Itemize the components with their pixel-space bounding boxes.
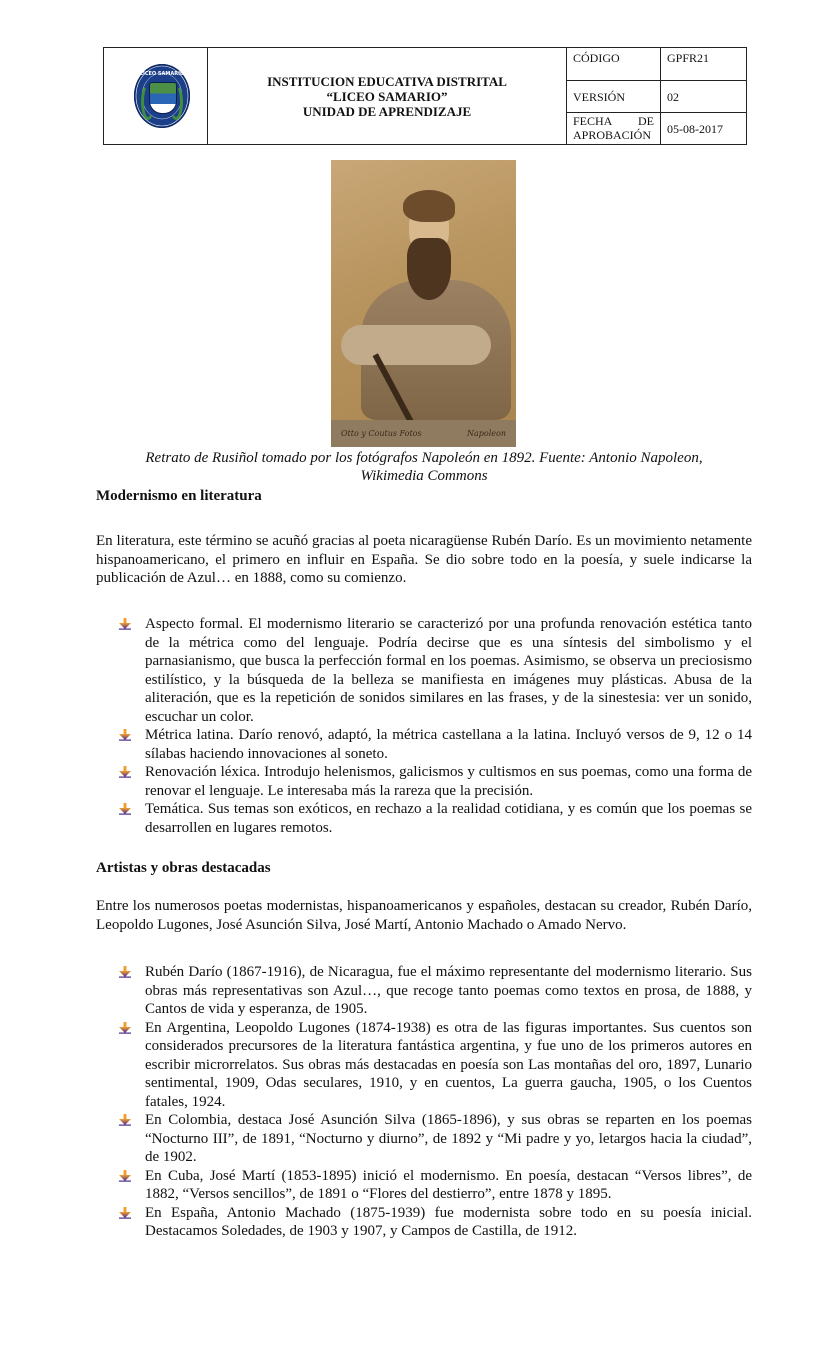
arrow-down-bullet-icon: [119, 618, 131, 630]
arrow-down-bullet-icon: [119, 1022, 131, 1034]
svg-text:LICEO SAMARIO: LICEO SAMARIO: [139, 71, 185, 77]
approval-label-word-2: DE: [638, 113, 654, 128]
list-item: [118, 1204, 752, 1241]
section1-list: [118, 615, 752, 837]
title-line-1: INSTITUCION EDUCATIVA DISTRITAL: [267, 73, 507, 89]
arrow-down-bullet-icon: [119, 966, 131, 978]
list-item-text: Rubén Darío (1867-1916), de Nicaragua, fue el máximo representante del modernismo literario. Sus obras más representativas son Azul…, que recoge tanto poemas como textos en prosa, de 1888, y Cantos de vida y esperanza, de 1905.: [145, 964, 752, 1017]
list-item-text: En Cuba, José Martí (1853-1895) inició el modernismo. En poesía, destacan “Versos libres”, de 1882, “Versos sencillos”, de 1891 o “Flores del destierro”, entre 1878 y 1895.: [145, 1167, 752, 1202]
list-item-text: En España, Antonio Machado (1875-1939) fue modernista sobre todo en su poesía inicial. Destacamos Soledades, de 1903 y 1907, y Campos de Castilla, de 1912.: [145, 1204, 752, 1239]
title-line-2: “LICEO SAMARIO”: [326, 88, 448, 104]
photo-figure-beard: [407, 238, 451, 300]
arrow-down-bullet-icon: [119, 1170, 131, 1182]
photo-studio-stamp: [331, 420, 516, 447]
arrow-down-bullet-icon: [119, 803, 131, 815]
code-label: CÓDIGO: [567, 48, 661, 81]
photo-figure-hair: [403, 190, 455, 222]
institution-title: [208, 48, 567, 144]
list-item-text: Temática. Sus temas son exóticos, en rechazo a la realidad cotidiana, y es común que los poemas se desarrollen en lugares remotos.: [145, 801, 752, 836]
logo-cell: [104, 48, 208, 144]
caption-line-1: Retrato de Rusiñol tomado por los fotógrafos Napoleón en 1892. Fuente: Antonio Napoleon,: [145, 450, 703, 466]
version-value: 02: [661, 81, 746, 113]
photo-stamp-right: Napoleon: [467, 429, 506, 438]
photo-stamp-left: Otto y Coutus Fotos: [341, 429, 422, 438]
arrow-down-bullet-icon: [119, 1114, 131, 1126]
title-line-3: UNIDAD DE APRENDIZAJE: [302, 103, 472, 119]
caption-line-2: Wikimedia Commons: [360, 468, 488, 484]
school-logo-icon: [134, 64, 190, 128]
list-item-text: Métrica latina. Darío renovó, adaptó, la métrica castellana a la latina. Incluyó versos de 9, 12 o 14 sílabas haciendo innovaciones al soneto.: [145, 727, 752, 762]
list-item: [118, 1019, 752, 1112]
list-item: [118, 615, 752, 726]
section1-intro: En literatura, este término se acuñó gracias al poeta nicaragüense Rubén Darío. Es un movimiento netamente hispanoamericano, el primero en influir en España. Se dio sobre todo en la poesía, y suele indicarse la publicación de Azul… en 1888, como su comienzo.: [96, 533, 752, 586]
shield-icon: [149, 82, 177, 114]
list-item: [118, 726, 752, 763]
list-item: [118, 1111, 752, 1167]
list-item: [118, 1167, 752, 1204]
approval-date-value: 05-08-2017: [667, 121, 723, 136]
list-item: [118, 963, 752, 1019]
section2-intro: Entre los numerosos poetas modernistas, hispanoamericanos y españoles, destacan su creador, Rubén Darío, Leopoldo Lugones, José Asunción Silva, José Martí, Antonio Machado o Amado Nervo.: [96, 898, 752, 933]
approval-date-label: [567, 113, 661, 144]
arrow-down-bullet-icon: [119, 766, 131, 778]
approval-label-word-3: APROBACIÓN: [573, 127, 652, 142]
list-item-text: Renovación léxica. Introdujo helenismos, galicismos y cultismos en sus poemas, como una forma de renovar el lenguaje. Le interesaba más la rareza que la precisión.: [145, 764, 752, 799]
arrow-down-bullet-icon: [119, 729, 131, 741]
photo-figure-arms: [341, 325, 491, 365]
arrow-down-bullet-icon: [119, 1207, 131, 1219]
section-heading-artistas: Artistas y obras destacadas: [96, 860, 271, 876]
section2-list: [118, 963, 752, 1241]
approval-label-word-1: FECHA: [573, 113, 613, 128]
figure-caption: [96, 449, 752, 485]
code-value: GPFR21: [661, 48, 746, 81]
list-item: [118, 763, 752, 800]
document-header-table: [103, 47, 747, 145]
list-item-text: En Colombia, destaca José Asunción Silva (1865-1896), y sus obras se reparten en los poemas “Nocturno III”, de 1891, “Nocturno y diurno”, de 1892 y “Mi padre y yo, letargos hacia la ciudad”, de 1902.: [145, 1112, 752, 1165]
section-heading-modernismo: Modernismo en literatura: [96, 488, 262, 504]
portrait-photo: [331, 160, 516, 447]
version-label: VERSIÓN: [567, 81, 661, 113]
list-item: [118, 800, 752, 837]
list-item-text: En Argentina, Leopoldo Lugones (1874-1938) es otra de las figuras importantes. Sus cuentos son considerados precursores de la literatura fantástica argentina, y fue uno de los primeros autores en escribir microrrelatos. Sus obras más destacadas en poesía son Las montañas del oro, 1897, Lunario sentimental, 1909, Odas seculares, 1910, y en cuentos, La guerra gaucha, 1905, o los Cuentos fatales, 1924.: [145, 1019, 752, 1110]
list-item-text: Aspecto formal. El modernismo literario se caracterizó por una profunda renovación estética tanto de la métrica como del lenguaje. Podría decirse que es una síntesis del simbolismo y el parnasianismo, que busca la perfección formal en los poemas. Asimismo, se observa un preciosismo estilístico, y la búsqueda de la belleza se manifiesta en imágenes muy plásticas. Abusa de la aliteración, que es la repetición de sonidos similares en las frases, y de la sinestesia: ver un sonido, escuchar un color.: [145, 616, 752, 725]
